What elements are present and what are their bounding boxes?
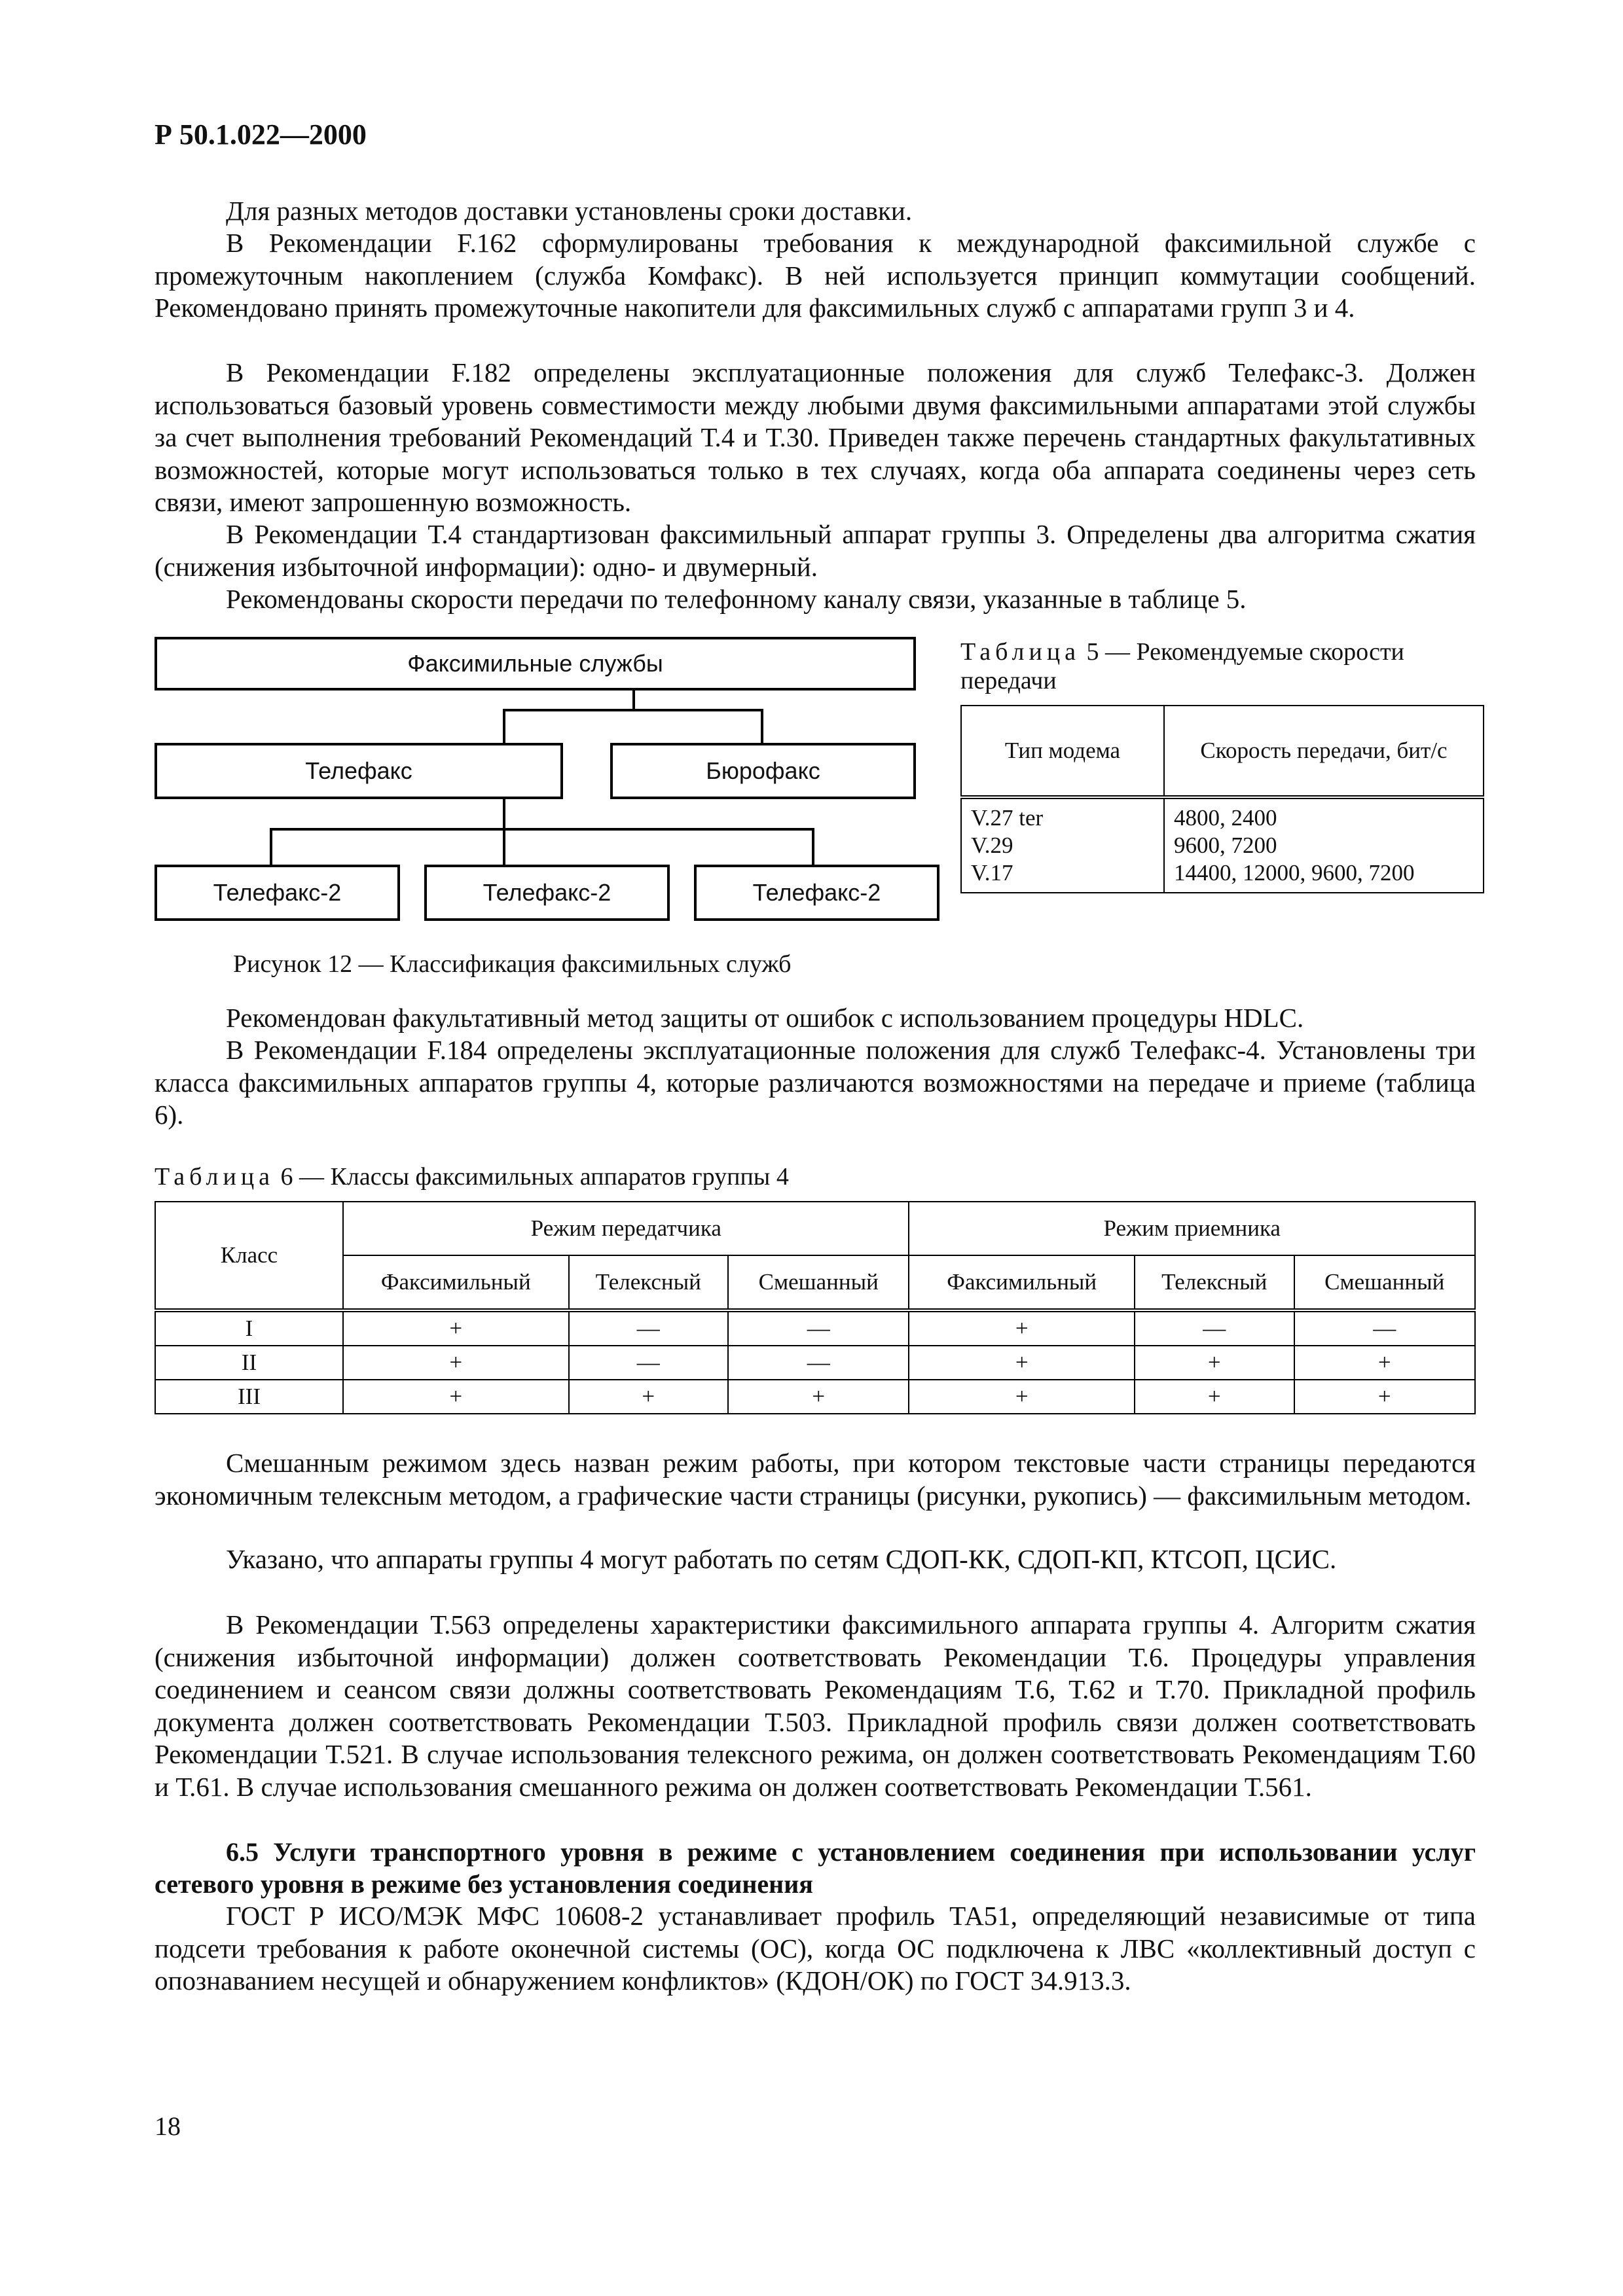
table6-subheader: Смешанный [1294, 1255, 1475, 1310]
diagram-box-telefax2: Телефакс-2 [424, 865, 670, 921]
table6-cell: + [343, 1380, 569, 1414]
table6-cell: + [1294, 1346, 1475, 1380]
table-label: Таблица [155, 1163, 275, 1191]
section-heading: 6.5 Услуги транспортного уровня в режиме с установлением соединения при использовании услуг сетевого уровня в режиме без установления соединения [155, 1837, 1476, 1899]
connector [632, 691, 635, 710]
paragraph: Рекомендован факультативный метод защиты от ошибок с использованием процедуры HDLC. [226, 1003, 1304, 1033]
table6-cell: + [909, 1310, 1135, 1346]
table-row [155, 1310, 1475, 1346]
paragraph: В Рекомендации F.162 сформулированы требования к международной факсимильной службе с промежуточным накоплением (служба Комфакс). В ней используется принцип коммутации сообщений. Рекомендовано принять промежуточные накопители для факсимильных служб с аппаратами групп 3 и 4. [155, 228, 1476, 323]
table6-cell: + [1135, 1380, 1294, 1414]
connector [503, 709, 505, 744]
modem-type: V.29 [971, 833, 1013, 858]
table6-cell: — [569, 1310, 729, 1346]
table6-cell: + [1294, 1380, 1475, 1414]
modem-type: V.17 [971, 860, 1013, 886]
table6-cell: I [155, 1310, 343, 1346]
paragraph: ГОСТ Р ИСО/МЭК МФС 10608-2 устанавливает профиль ТА51, определяющий независимые от типа подсети требования к работе оконечной системы (ОС), когда ОС подключена к ЛВС «коллективный доступ с опознаванием несущей и обнаружением конфликтов» (КДОН/ОК) по ГОСТ 34.913.3. [155, 1901, 1476, 1996]
figure-caption: Рисунок 12 — Классификация факсимильных служб [233, 950, 792, 978]
table6-header-class: Класс [155, 1202, 343, 1310]
table6-group-rx: Режим приемника [909, 1202, 1475, 1255]
speed-value: 4800, 2400 [1174, 805, 1277, 831]
connector [503, 799, 505, 829]
connector [270, 828, 272, 866]
table5-header: Тип модема [961, 706, 1164, 797]
table6-cell: + [909, 1380, 1135, 1414]
table6-subheader: Телексный [569, 1255, 729, 1310]
diagram-root-box: Факсимильные службы [155, 637, 916, 691]
table5-title [960, 637, 1484, 695]
table6-subheader: Смешанный [728, 1255, 909, 1310]
table6-group-tx: Режим передатчика [343, 1202, 909, 1255]
document-code: Р 50.1.022—2000 [155, 118, 367, 151]
table6-cell: + [343, 1310, 569, 1346]
table6 [155, 1201, 1476, 1414]
table6-cell: + [1135, 1346, 1294, 1380]
table6-cell: — [1135, 1310, 1294, 1346]
paragraph: Рекомендованы скорости передачи по телефонному каналу связи, указанные в таблице 5. [226, 584, 1247, 614]
table6-subheader: Факсимильный [909, 1255, 1135, 1310]
table-row [155, 1380, 1475, 1414]
diagram-box-telefax2: Телефакс-2 [694, 865, 939, 921]
diagram-box-telefax: Телефакс [155, 743, 563, 799]
table6-cell: + [343, 1346, 569, 1380]
connector [761, 709, 763, 744]
paragraph: Указано, что аппараты группы 4 могут работать по сетям СДОП-КК, СДОП-КП, КТСОП, ЦСИС. [226, 1544, 1337, 1574]
paragraph: В Рекомендации F.184 определены эксплуатационные положения для служб Телефакс-4. Установлены три класса факсимильных аппаратов группы 4, которые различаются возможностями на передаче и приеме (таблица 6). [155, 1035, 1476, 1130]
table-title-text: 6 — Классы факсимильных аппаратов группы 4 [280, 1163, 789, 1191]
table6-cell: — [728, 1310, 909, 1346]
table6-cell: + [728, 1380, 909, 1414]
paragraph: В Рекомендации Т.4 стандартизован факсимильный аппарат группы 3. Определены два алгоритма сжатия (снижения избыточной информации): одно- и двумерный. [155, 519, 1476, 582]
table6-subheader: Факсимильный [343, 1255, 569, 1310]
connector [812, 828, 814, 866]
connector [270, 828, 813, 831]
table-title-text: 5 — Рекомендуемые скорости передачи [960, 638, 1404, 694]
table6-cell: — [1294, 1310, 1475, 1346]
table5-cell-modems [961, 797, 1164, 893]
modem-type: V.27 ter [971, 805, 1044, 831]
paragraph: В Рекомендации Т.563 определены характеристики факсимильного аппарата группы 4. Алгоритм сжатия (снижения избыточной информации) должен соответствовать Рекомендации Т.6. Процедуры управления соединением и сеансом связи должны соответствовать Рекомендациям Т.6, Т.62 и Т.70. Прикладной профиль документа должен соответствовать Рекомендации Т.503. Прикладной профиль связи должен соответствовать Рекомендации Т.521. В случае использования телексного режима, он должен соответствовать Рекомендациям Т.60 и Т.61. В случае использования смешанного режима он должен соответствовать Рекомендации Т.561. [155, 1609, 1476, 1802]
table5 [960, 705, 1484, 893]
page-number: 18 [155, 2111, 181, 2141]
speed-value: 14400, 12000, 9600, 7200 [1174, 860, 1415, 886]
table6-cell: — [728, 1346, 909, 1380]
table-row [155, 1346, 1475, 1380]
table5-cell-speeds [1164, 797, 1484, 893]
table6-cell: + [569, 1380, 729, 1414]
table6-cell: + [909, 1346, 1135, 1380]
paragraph: Смешанным режимом здесь назван режим работы, при котором текстовые части страницы передаются экономичным телексным методом, а графические части страницы (рисунки, рукопись) — факсимильным методом. [155, 1448, 1476, 1511]
connector [503, 709, 763, 711]
paragraph: В Рекомендации F.182 определены эксплуатационные положения для служб Телефакс-3. Должен использоваться базовый уровень совместимости между любыми двумя факсимильными аппаратами этой службы за счет выполнения требований Рекомендаций Т.4 и Т.30. Приведен также перечень стандартных факультативных возможностей, которые могут использоваться только в тех случаях, когда оба аппарата соединены через сеть связи, имеют запрошенную возможность. [155, 357, 1476, 517]
table6-subheader: Телексный [1135, 1255, 1294, 1310]
table6-cell: II [155, 1346, 343, 1380]
speed-value: 9600, 7200 [1174, 833, 1277, 858]
table6-cell: — [569, 1346, 729, 1380]
connector [503, 828, 505, 866]
table6-title [155, 1162, 789, 1191]
paragraph: Для разных методов доставки установлены сроки доставки. [226, 196, 913, 226]
diagram-box-telefax2: Телефакс-2 [155, 865, 400, 921]
table5-header: Скорость передачи, бит/с [1164, 706, 1484, 797]
table6-cell: III [155, 1380, 343, 1414]
diagram-box-burofax: Бюрофакс [610, 743, 916, 799]
table-label: Таблица [960, 638, 1081, 666]
